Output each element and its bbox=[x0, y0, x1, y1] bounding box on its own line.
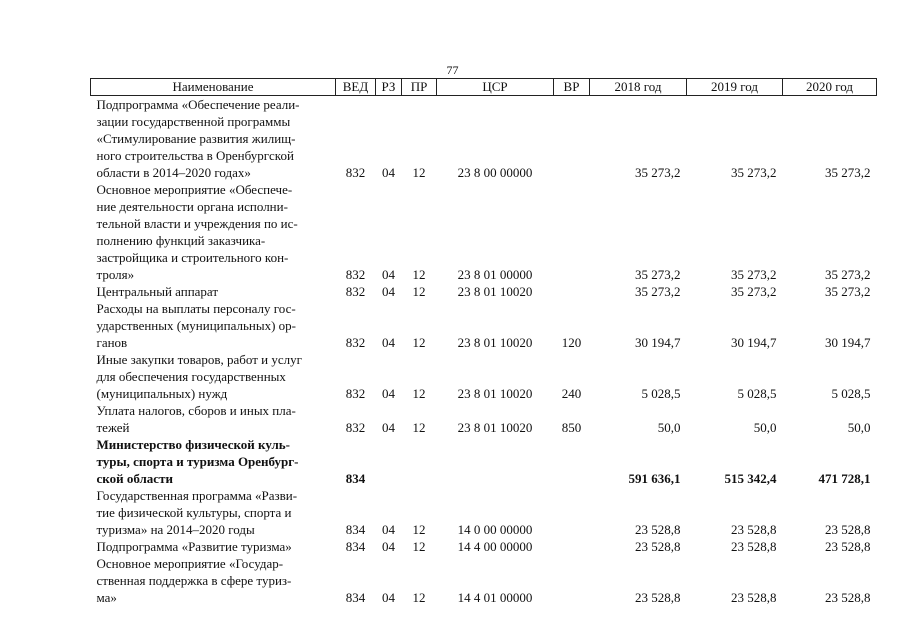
cell-name-line: туры, спорта и туризма Оренбург- bbox=[96, 454, 299, 469]
cell-ved: 834 bbox=[345, 539, 366, 554]
cell-name-line: тежей bbox=[96, 420, 130, 435]
cell-2019: 23 528,8 bbox=[731, 522, 777, 537]
cell-csr: 23 8 01 00000 bbox=[457, 267, 533, 282]
cell-name bbox=[91, 300, 336, 351]
cell-2018: 35 273,2 bbox=[635, 284, 681, 299]
cell-2020: 35 273,2 bbox=[825, 267, 871, 282]
cell-name-line: Подпрограмма «Обеспечение реали- bbox=[96, 97, 300, 112]
cell-2020: 5 028,5 bbox=[831, 386, 871, 401]
cell-ved: 832 bbox=[345, 284, 366, 299]
cell-name bbox=[91, 487, 336, 538]
cell-rz: 04 bbox=[382, 539, 395, 554]
cell-rz: 04 bbox=[382, 284, 395, 299]
cell-name-line: туризма» на 2014–2020 годы bbox=[96, 522, 255, 537]
cell-2020: 50,0 bbox=[847, 420, 871, 435]
cell-2019: 35 273,2 bbox=[731, 284, 777, 299]
cell-rz bbox=[376, 436, 402, 487]
cell-pr: 12 bbox=[412, 284, 426, 299]
cell-vr: 240 bbox=[561, 386, 582, 401]
cell-name bbox=[91, 555, 336, 606]
cell-vr bbox=[554, 487, 590, 538]
cell-2018: 35 273,2 bbox=[635, 165, 681, 180]
cell-vr: 120 bbox=[561, 335, 582, 350]
cell-name-line: троля» bbox=[96, 267, 135, 282]
cell-name-line: зации государственной программы bbox=[96, 114, 291, 129]
cell-vr: 850 bbox=[561, 420, 582, 435]
cell-name-line: области в 2014–2020 годах» bbox=[96, 165, 251, 180]
cell-2020: 23 528,8 bbox=[825, 522, 871, 537]
header-pr: ПР bbox=[402, 79, 437, 96]
cell-2020: 30 194,7 bbox=[825, 335, 871, 350]
cell-name-line: полнению функций заказчика- bbox=[96, 233, 266, 248]
cell-name bbox=[91, 538, 336, 555]
cell-2019: 23 528,8 bbox=[731, 590, 777, 605]
cell-ved: 832 bbox=[345, 335, 366, 350]
cell-vr bbox=[554, 555, 590, 606]
header-2020: 2020 год bbox=[783, 79, 877, 96]
cell-pr: 12 bbox=[412, 165, 426, 180]
cell-csr: 14 4 01 00000 bbox=[457, 590, 533, 605]
cell-2019: 50,0 bbox=[753, 420, 777, 435]
cell-2019: 515 342,4 bbox=[724, 471, 777, 486]
cell-2019: 5 028,5 bbox=[737, 386, 777, 401]
cell-ved: 832 bbox=[345, 386, 366, 401]
cell-2018: 30 194,7 bbox=[635, 335, 681, 350]
cell-2018: 23 528,8 bbox=[635, 522, 681, 537]
cell-name bbox=[91, 96, 336, 182]
cell-pr: 12 bbox=[412, 267, 426, 282]
cell-rz: 04 bbox=[382, 386, 395, 401]
cell-name-line: ской области bbox=[96, 471, 173, 486]
cell-csr: 23 8 01 10020 bbox=[457, 420, 533, 435]
cell-csr: 23 8 00 00000 bbox=[457, 165, 533, 180]
cell-name-line: ственная поддержка в сфере туриз- bbox=[96, 573, 292, 588]
cell-pr: 12 bbox=[412, 522, 426, 537]
table-body bbox=[91, 96, 877, 607]
cell-pr: 12 bbox=[412, 386, 426, 401]
cell-rz: 04 bbox=[382, 420, 395, 435]
table-row bbox=[91, 96, 877, 182]
cell-vr bbox=[554, 283, 590, 300]
cell-2020: 35 273,2 bbox=[825, 284, 871, 299]
header-ved: ВЕД bbox=[336, 79, 376, 96]
cell-name-line: «Стимулирование развития жилищ- bbox=[96, 131, 296, 146]
cell-ved: 834 bbox=[345, 522, 366, 537]
cell-name-line: ганов bbox=[96, 335, 128, 350]
cell-rz: 04 bbox=[382, 335, 395, 350]
cell-csr: 23 8 01 10020 bbox=[457, 386, 533, 401]
cell-pr: 12 bbox=[412, 335, 426, 350]
cell-ved: 832 bbox=[345, 165, 366, 180]
cell-name-line: тие физической культуры, спорта и bbox=[96, 505, 292, 520]
table-row bbox=[91, 555, 877, 606]
cell-2019: 30 194,7 bbox=[731, 335, 777, 350]
cell-name-line: Государственная программа «Разви- bbox=[96, 488, 298, 503]
cell-2018: 35 273,2 bbox=[635, 267, 681, 282]
cell-name-line: Подпрограмма «Развитие туризма» bbox=[96, 539, 292, 554]
cell-ved: 832 bbox=[345, 420, 366, 435]
cell-ved: 832 bbox=[345, 267, 366, 282]
cell-vr bbox=[554, 181, 590, 283]
table-row bbox=[91, 181, 877, 283]
cell-csr: 14 0 00 00000 bbox=[457, 522, 533, 537]
header-rz: РЗ bbox=[376, 79, 402, 96]
cell-csr: 23 8 01 10020 bbox=[457, 284, 533, 299]
cell-2020: 471 728,1 bbox=[818, 471, 871, 486]
table-row bbox=[91, 283, 877, 300]
cell-name bbox=[91, 283, 336, 300]
cell-pr: 12 bbox=[412, 420, 426, 435]
cell-pr bbox=[402, 436, 437, 487]
cell-2019: 35 273,2 bbox=[731, 267, 777, 282]
cell-pr: 12 bbox=[412, 539, 426, 554]
cell-2018: 23 528,8 bbox=[635, 539, 681, 554]
cell-name bbox=[91, 436, 336, 487]
cell-ved: 834 bbox=[345, 471, 366, 486]
cell-2018: 5 028,5 bbox=[641, 386, 681, 401]
header-csr: ЦСР bbox=[437, 79, 554, 96]
cell-name bbox=[91, 351, 336, 402]
page-number: 77 bbox=[446, 63, 459, 77]
cell-rz: 04 bbox=[382, 522, 395, 537]
cell-name-line: Иные закупки товаров, работ и услуг bbox=[96, 352, 302, 367]
table-row bbox=[91, 300, 877, 351]
cell-2018: 591 636,1 bbox=[628, 471, 681, 486]
cell-2020: 35 273,2 bbox=[825, 165, 871, 180]
cell-name-line: Основное мероприятие «Обеспече- bbox=[96, 182, 293, 197]
cell-name-line: Министерство физической куль- bbox=[96, 437, 291, 452]
cell-pr: 12 bbox=[412, 590, 426, 605]
cell-name-line: ние деятельности органа исполни- bbox=[96, 199, 288, 214]
cell-csr: 14 4 00 00000 bbox=[457, 539, 533, 554]
cell-2018: 23 528,8 bbox=[635, 590, 681, 605]
cell-2020: 23 528,8 bbox=[825, 590, 871, 605]
cell-name-line: Центральный аппарат bbox=[96, 284, 219, 299]
cell-rz: 04 bbox=[382, 590, 395, 605]
table-row bbox=[91, 487, 877, 538]
cell-2018: 50,0 bbox=[657, 420, 681, 435]
cell-ved: 834 bbox=[345, 590, 366, 605]
cell-name-line: ма» bbox=[96, 590, 117, 605]
cell-name-line: ударственных (муниципальных) ор- bbox=[96, 318, 296, 333]
cell-vr bbox=[554, 436, 590, 487]
cell-name-line: застройщика и строительного кон- bbox=[96, 250, 289, 265]
cell-vr bbox=[554, 96, 590, 182]
cell-rz: 04 bbox=[382, 165, 395, 180]
header-vr: ВР bbox=[554, 79, 590, 96]
cell-csr: 23 8 01 10020 bbox=[457, 335, 533, 350]
header-2019: 2019 год bbox=[687, 79, 783, 96]
cell-name bbox=[91, 181, 336, 283]
table-header-row bbox=[91, 79, 877, 96]
table-row bbox=[91, 538, 877, 555]
header-name: Наименование bbox=[91, 79, 336, 96]
cell-name-line: тельной власти и учреждения по ис- bbox=[96, 216, 298, 231]
cell-2019: 35 273,2 bbox=[731, 165, 777, 180]
cell-vr bbox=[554, 538, 590, 555]
cell-name-line: (муниципальных) нужд bbox=[96, 386, 228, 401]
cell-name-line: для обеспечения государственных bbox=[96, 369, 286, 384]
table-row bbox=[91, 351, 877, 402]
cell-rz: 04 bbox=[382, 267, 395, 282]
cell-csr bbox=[437, 436, 554, 487]
table-row bbox=[91, 402, 877, 436]
cell-2020: 23 528,8 bbox=[825, 539, 871, 554]
cell-name-line: Расходы на выплаты персоналу гос- bbox=[96, 301, 296, 316]
cell-name-line: Основное мероприятие «Государ- bbox=[96, 556, 284, 571]
header-2018: 2018 год bbox=[590, 79, 687, 96]
cell-name bbox=[91, 402, 336, 436]
table-row bbox=[91, 436, 877, 487]
cell-2019: 23 528,8 bbox=[731, 539, 777, 554]
budget-table bbox=[90, 78, 877, 606]
cell-name-line: Уплата налогов, сборов и иных пла- bbox=[96, 403, 296, 418]
cell-name-line: ного строительства в Оренбургской bbox=[96, 148, 294, 163]
